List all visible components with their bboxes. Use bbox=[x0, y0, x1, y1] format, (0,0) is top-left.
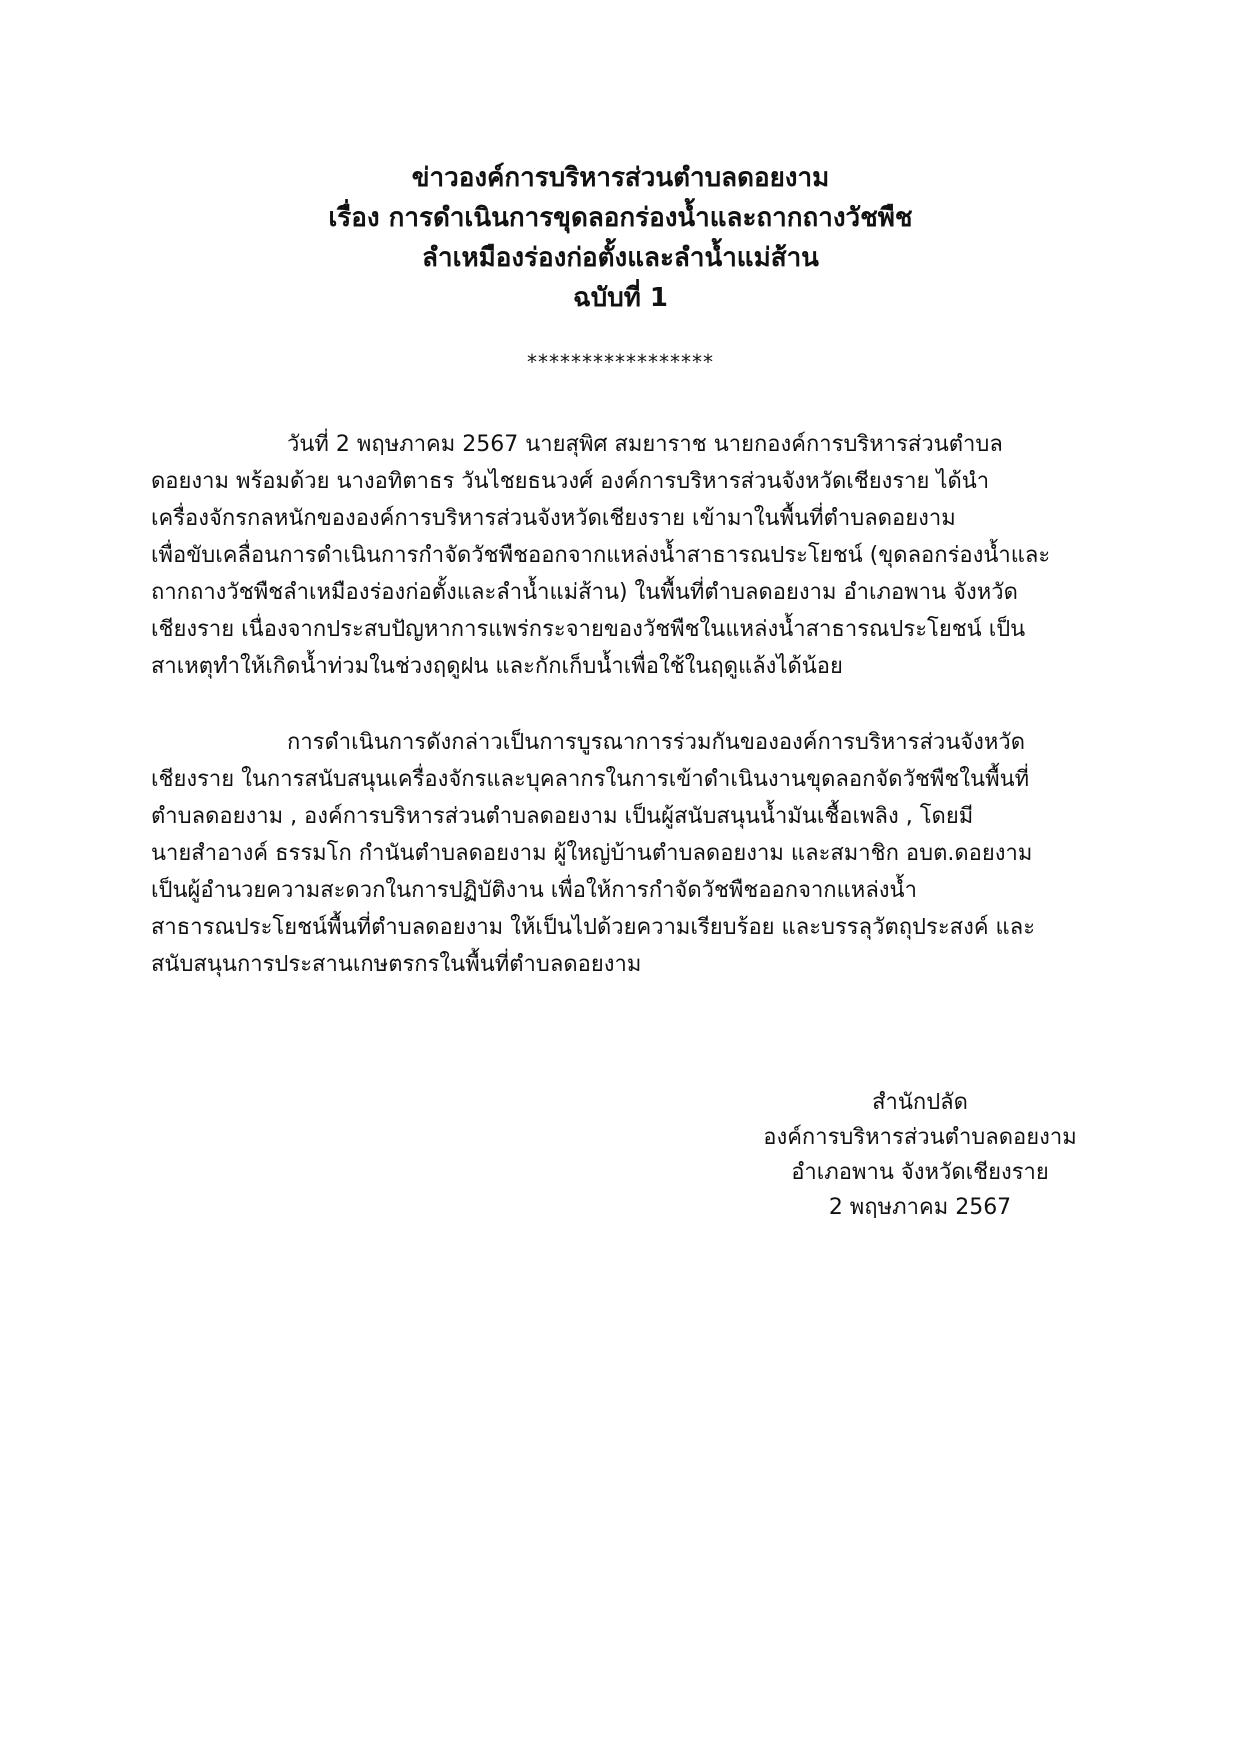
paragraph-line: สาเหตุทำให้เกิดน้ำท่วมในช่วงฤดูฝน และกักเก็บน้ำเพื่อใช้ในฤดูแล้งได้น้อย bbox=[151, 654, 843, 679]
paragraph-line: วันที่ 2 พฤษภาคม 2567 นายสุพิศ สมยาราช นายกองค์การบริหารส่วนตำบล bbox=[287, 432, 1003, 457]
header-title: ข่าวองค์การบริหารส่วนตำบลดอยงาม bbox=[411, 163, 830, 193]
separator-stars: ***************** bbox=[527, 350, 714, 374]
signature-date: 2 พฤษภาคม 2567 bbox=[828, 1195, 1012, 1220]
paragraph-line: สนับสนุนการประสานเกษตรกรในพื้นที่ตำบลดอยงาม bbox=[151, 952, 642, 977]
signature-location: อำเภอพาน จังหวัดเชียงราย bbox=[791, 1160, 1049, 1185]
paragraph-line: ดอยงาม พร้อมด้วย นางอทิตาธร วันไชยธนวงศ์ องค์การบริหารส่วนจังหวัดเชียงราย ได้นำ bbox=[151, 469, 990, 494]
paragraph-1 bbox=[151, 426, 1089, 685]
header-subject: เรื่อง การดำเนินการขุดลอกร่องน้ำและถากถางวัชพืช bbox=[328, 203, 913, 233]
paragraph-line: สาธารณประโยชน์พื้นที่ตำบลดอยงาม ให้เป็นไปด้วยความเรียบร้อย และบรรลุวัตถุประสงค์ และ bbox=[151, 915, 1036, 940]
document-header bbox=[0, 158, 1241, 318]
paragraph-line: เพื่อขับเคลื่อนการดำเนินการกำจัดวัชพืชออกจากแหล่งน้ำสาธารณประโยชน์ (ขุดลอกร่องน้ำและ bbox=[151, 543, 1051, 568]
paragraph-line: การดำเนินการดังกล่าวเป็นการบูรณาการร่วมกันขององค์การบริหารส่วนจังหวัด bbox=[287, 730, 1026, 755]
paragraph-line: ถากถางวัชพืชลำเหมืองร่องก่อตั้งและลำน้ำแม่ส้าน) ในพื้นที่ตำบลดอยงาม อำเภอพาน จังหวัด bbox=[151, 580, 1018, 605]
header-subject-continued: ลำเหมืองร่องก่อตั้งและลำน้ำแม่ส้าน bbox=[422, 243, 819, 273]
paragraph-line: นายสำอางค์ ธรรมโก กำนันตำบลดอยงาม ผู้ใหญ่บ้านตำบลดอยงาม และสมาชิก อบต.ดอยงาม bbox=[151, 841, 1033, 866]
paragraph-line: ตำบลดอยงาม , องค์การบริหารส่วนตำบลดอยงาม เป็นผู้สนับสนุนน้ำมันเชื้อเพลิง , โดยมี bbox=[151, 804, 974, 829]
paragraph-2 bbox=[151, 724, 1089, 983]
signature-block bbox=[700, 1085, 1140, 1225]
signature-office: สำนักปลัด bbox=[872, 1090, 968, 1115]
paragraph-line: เชียงราย เนื่องจากประสบปัญหาการแพร่กระจายของวัชพืชในแหล่งน้ำสาธารณประโยชน์ เป็น bbox=[151, 617, 1026, 642]
paragraph-line: เป็นผู้อำนวยความสะดวกในการปฏิบัติงาน เพื่อให้การกำจัดวัชพืชออกจากแหล่งน้ำ bbox=[151, 878, 917, 903]
paragraph-line: เครื่องจักรกลหนักขององค์การบริหารส่วนจังหวัดเชียงราย เข้ามาในพื้นที่ตำบลดอยงาม bbox=[151, 506, 956, 531]
paragraph-line: เชียงราย ในการสนับสนุนเครื่องจักรและบุคลากรในการเข้าดำเนินงานขุดลอกจัดวัชพืชในพื้นที่ bbox=[151, 767, 1030, 792]
header-issue-number: ฉบับที่ 1 bbox=[573, 283, 668, 313]
signature-organization: องค์การบริหารส่วนตำบลดอยงาม bbox=[763, 1125, 1077, 1150]
